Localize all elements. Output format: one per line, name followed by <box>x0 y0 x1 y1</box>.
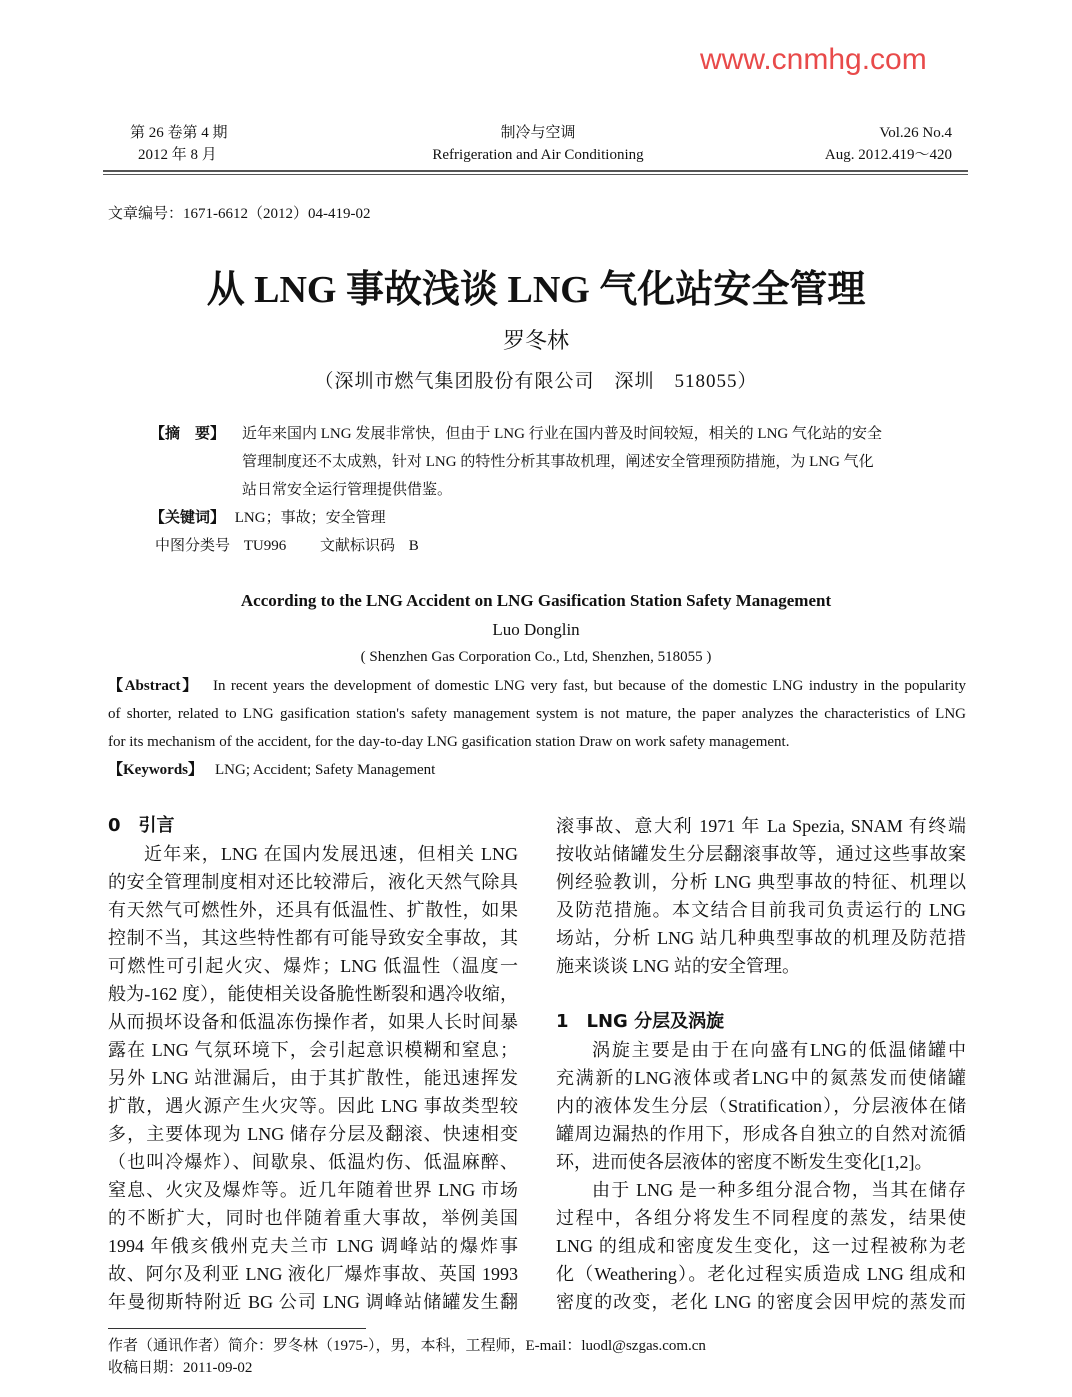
text-line: 1994 年俄亥俄州克夫兰市 LNG 调峰站的爆炸事 <box>108 1236 518 1256</box>
section-heading: 0 引言 <box>108 815 175 836</box>
cn-abstract <box>150 420 882 504</box>
left-column <box>108 812 518 1316</box>
keywords-en: LNG; Accident; Safety Management <box>215 762 436 778</box>
text-line: 年曼彻斯特附近 BG 公司 LNG 调峰站储罐发生翻 <box>108 1292 518 1312</box>
text-line: 有天然气可燃性外，还具有低温性、扩散性，如果 <box>108 900 518 920</box>
abstract-label: 【摘 要】 <box>150 426 226 442</box>
text-line: 般为-162 度），能使相关设备脆性断裂和遇冷收缩， <box>108 984 518 1004</box>
text-line: 密度的改变，老化 LNG 的密度会因甲烷的蒸发而 <box>556 1292 966 1312</box>
text-line <box>556 980 966 1008</box>
journal-name-cn: 制冷与空调 <box>500 125 576 141</box>
text-line: 控制不当，其这些特性都有可能导致安全事故，其 <box>108 928 518 948</box>
text-line: 扩散，遇火源产生火灾等。因此 LNG 事故类型较 <box>108 1096 518 1116</box>
cn-keywords <box>150 504 386 532</box>
text-line: 内的液体发生分层（Stratification），分层液体在储 <box>556 1096 966 1116</box>
text-line: 故、阿尔及利亚 LNG 液化厂爆炸事故、英国 1993 <box>108 1264 518 1284</box>
text-line: 露在 LNG 气氛环境下，会引起意识模糊和窒息； <box>108 1040 518 1060</box>
clc-value: TU996 <box>243 538 287 554</box>
abstract-line: 近年来国内 LNG 发展非常快，但由于 LNG 行业在国内普及时间较短，相关的 LNG 气化站的安全 <box>242 426 882 442</box>
right-column <box>556 812 966 1316</box>
header-rule-thin <box>103 174 968 175</box>
abstract-line: 站日常安全运行管理提供借鉴。 <box>242 482 453 498</box>
text-line: 由于 LNG 是一种多组分混合物，当其在储存 <box>592 1180 966 1200</box>
text-line: 窒息、火灾及爆炸等。近几年随着世界 LNG 市场 <box>108 1180 518 1200</box>
abstract-line: of shorter, related to LNG gasification station's safety management system is not mature, the paper analyzes the characteristics of LNG <box>108 706 966 722</box>
watermark: www.cnmhg.com <box>700 43 927 76</box>
section-heading: 1 LNG 分层及涡旋 <box>556 1011 725 1032</box>
keywords-label-en: 【Keywords】 <box>108 762 203 778</box>
doc-code-label: 文献标识码 <box>320 538 396 554</box>
journal-name-en: Refrigeration and Air Conditioning <box>432 147 644 163</box>
article-number: 文章编号：1671-6612（2012）04-419-02 <box>108 206 371 222</box>
text-line: 滚事故、意大利 1971 年 La Spezia, SNAM 有终端 <box>556 816 966 836</box>
classification <box>155 532 419 560</box>
text-line: 过程中，各组分将发生不同程度的蒸发，结果使 <box>556 1208 966 1228</box>
keywords: LNG；事故；安全管理 <box>234 510 386 526</box>
text-line: 施来谈谈 LNG 站的安全管理。 <box>556 956 800 976</box>
abstract-line: for its mechanism of the accident, for the day-to-day LNG gasification station Draw on work safety management. <box>108 734 790 750</box>
text-line: 的安全管理制度相对还比较滞后，液化天然气除具 <box>108 872 518 892</box>
text-line: 可燃性可引起火灾、爆炸；LNG 低温性（温度一 <box>108 956 518 976</box>
english-abstract <box>108 672 966 784</box>
text-line: 涡旋主要是由于在向盛有LNG的低温储罐中 <box>592 1040 966 1060</box>
affiliation: （深圳市燃气集团股份有限公司 深圳 518055） <box>314 371 758 392</box>
paper-title: 从 LNG 事故浅谈 LNG 气化站安全管理 <box>206 269 866 311</box>
text-line: 的不断扩大，同时也伴随着重大事故，举例美国 <box>108 1208 518 1228</box>
volume-issue-en: Vol.26 No.4 <box>879 125 952 141</box>
text-line: 罐周边漏热的作用下，形成各自独立的自然对流循 <box>556 1124 966 1144</box>
author-footnote: 作者（通讯作者）简介：罗冬林（1975-），男，本科，工程师，E-mail：luodl@szgas.com.cn <box>108 1338 706 1354</box>
english-author: Luo Donglin <box>492 620 580 639</box>
text-line: 例经验教训，分析 LNG 典型事故的特征、机理以 <box>556 872 966 892</box>
text-line: 从而损坏设备和低温冻伤操作者，如果人长时间暴 <box>108 1012 518 1032</box>
author: 罗冬林 <box>502 328 569 353</box>
header-rule <box>103 170 968 172</box>
volume-issue: 第 26 卷第 4 期 <box>130 125 228 141</box>
english-affiliation: ( Shenzhen Gas Corporation Co., Ltd, Shenzhen, 518055 ) <box>360 649 712 665</box>
english-title: According to the LNG Accident on LNG Gasification Station Safety Management <box>240 591 832 610</box>
footnote-rule <box>108 1328 366 1329</box>
text-line: 场站，分析 LNG 站几种典型事故的机理及防范措 <box>556 928 966 948</box>
text-line: （也叫冷爆炸）、间歇泉、低温灼伤、低温麻醉、 <box>108 1152 518 1172</box>
text-line: 化（Weathering）。老化过程实质造成 LNG 组成和 <box>556 1264 966 1284</box>
text-line: 充满新的LNG液体或者LNG中的氮蒸发而使储罐 <box>556 1068 966 1088</box>
pages: Aug. 2012.419～420 <box>824 147 952 163</box>
doc-code-value: B <box>408 538 419 554</box>
issue-info-en <box>825 122 952 166</box>
text-line: 近年来，LNG 在国内发展迅速，但相关 LNG <box>144 844 518 864</box>
issue-info <box>130 122 228 166</box>
text-line: 环，进而使各层液体的密度不断发生变化[1,2]。 <box>556 1152 933 1172</box>
text-line: LNG 的组成和密度发生变化，这一过程被称为老 <box>556 1236 966 1256</box>
text-line: 及防范措施。本文结合目前我司负责运行的 LNG <box>556 900 966 920</box>
text-line: 另外 LNG 站泄漏后，由于其扩散性，能迅速挥发 <box>108 1068 518 1088</box>
received-date: 收稿日期：2011-09-02 <box>108 1360 253 1376</box>
abstract-line: 管理制度还不太成熟，针对 LNG 的特性分析其事故机理，阐述安全管理预防措施，为 LNG 气化 <box>242 454 874 470</box>
journal-name <box>338 122 738 166</box>
keywords-label: 【关键词】 <box>150 510 226 526</box>
abstract-line: In recent years the development of domestic LNG very fast, but because of the domestic LNG industry in the popularity <box>212 678 967 694</box>
text-line: 多，主要体现为 LNG 储存分层及翻滚、快速相变 <box>108 1124 518 1144</box>
text-line: 按收站储罐发生分层翻滚事故等，通过这些事故案 <box>556 844 966 864</box>
issue-date: 2012 年 8 月 <box>138 147 217 163</box>
abstract-label-en: 【Abstract】 <box>108 678 199 694</box>
clc-label: 中图分类号 <box>155 538 231 554</box>
